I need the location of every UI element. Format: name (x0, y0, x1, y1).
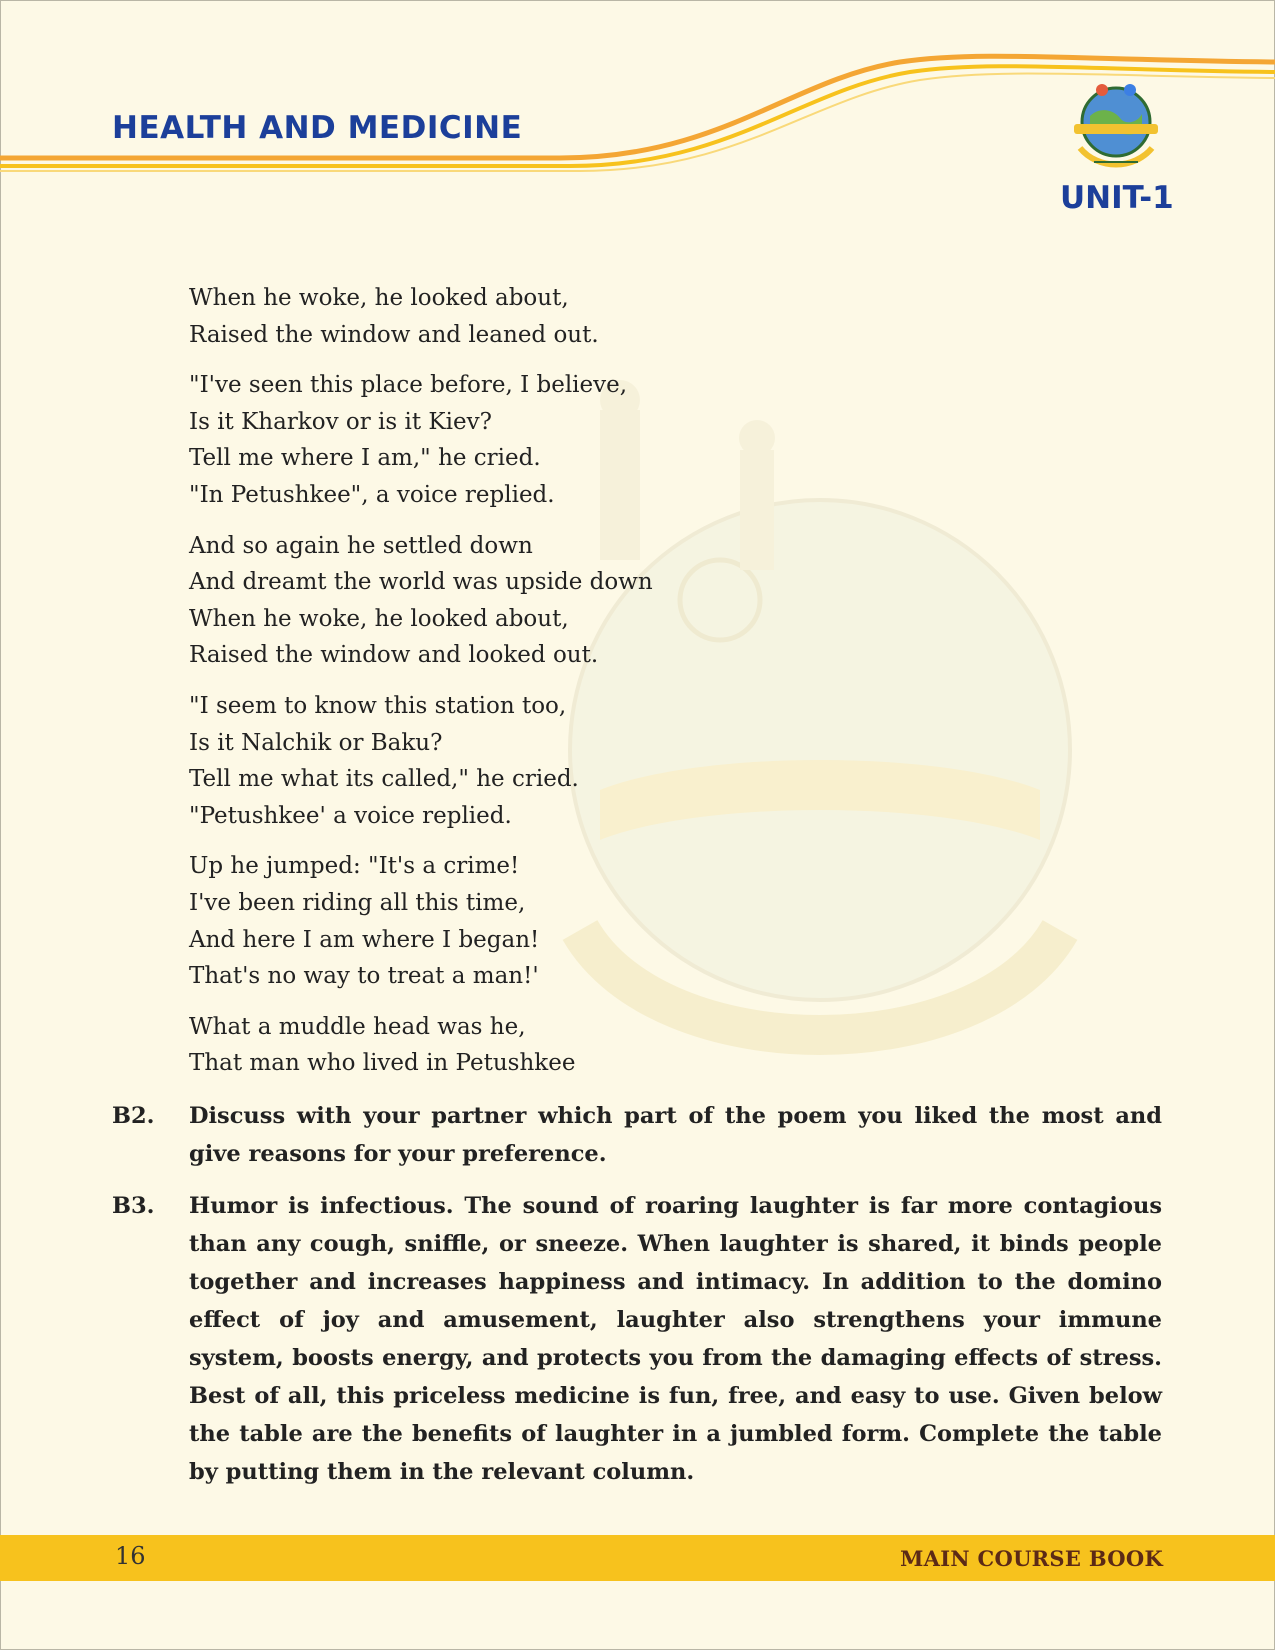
unit-label: UNIT-1 (1060, 180, 1174, 216)
unit-title: HEALTH AND MEDICINE (112, 110, 523, 146)
poem-line: Up he jumped: "It's a crime! (189, 853, 520, 880)
poem-line: And dreamt the world was upside down (189, 569, 653, 596)
poem-line: Is it Nalchik or Baku? (189, 729, 443, 756)
poem-line: "I've seen this place before, I believe, (189, 372, 628, 399)
poem-line: What a muddle head was he, (189, 1013, 526, 1040)
poem-line: "Petushkee' a voice replied. (189, 802, 512, 829)
poem-stanza (189, 367, 949, 513)
book-name: MAIN COURSE BOOK (900, 1546, 1163, 1571)
poem-line: I've been riding all this time, (189, 889, 526, 916)
poem-line: And here I am where I began! (189, 926, 540, 953)
poem-line: That man who lived in Petushkee (189, 1050, 576, 1077)
question-text: Humor is infectious. The sound of roaring laughter is far more contagious than any cough, sniffle, or sneeze. When laughter is shared, it binds people together and increases happiness and intimacy. In addition to the domino effect of joy and amusement, laughter also strengthens your immune system, boosts energy, and protects you from the damaging effects of stress. Best of all, this priceless medicine is fun, free, and easy to use. Given below the table are the benefits of laughter in a jumbled form. Complete the table by putting them in the relevant column. (189, 1193, 1162, 1485)
question-number: B3. (112, 1193, 155, 1219)
poem-line: "In Petushkee", a voice replied. (189, 481, 555, 508)
poem-line: And so again he settled down (189, 532, 533, 559)
question-b3 (112, 1187, 1162, 1491)
poem-line: Tell me what its called," he cried. (189, 766, 579, 793)
poem-stanza (189, 688, 949, 834)
poem-line: Raised the window and looked out. (189, 642, 599, 669)
question-text: Discuss with your partner which part of the poem you liked the most and give reasons for your preference. (189, 1103, 1162, 1167)
poem-line: "I seem to know this station too, (189, 692, 567, 719)
poem-line: Is it Kharkov or is it Kiev? (189, 408, 492, 435)
poem-line: Tell me where I am," he cried. (189, 445, 541, 472)
poem (189, 280, 949, 1096)
poem-line: That's no way to treat a man!' (189, 963, 539, 990)
poem-line: Raised the window and leaned out. (189, 321, 599, 348)
poem-stanza (189, 1009, 949, 1082)
question-b2 (112, 1097, 1162, 1173)
poem-line: When he woke, he looked about, (189, 605, 569, 632)
poem-stanza (189, 848, 949, 994)
poem-line: When he woke, he looked about, (189, 285, 569, 311)
poem-stanza (189, 528, 949, 674)
poem-stanza (189, 280, 949, 353)
page-number: 16 (115, 1542, 146, 1570)
question-number: B2. (112, 1103, 155, 1129)
cbse-globe-logo-icon (1068, 78, 1164, 178)
